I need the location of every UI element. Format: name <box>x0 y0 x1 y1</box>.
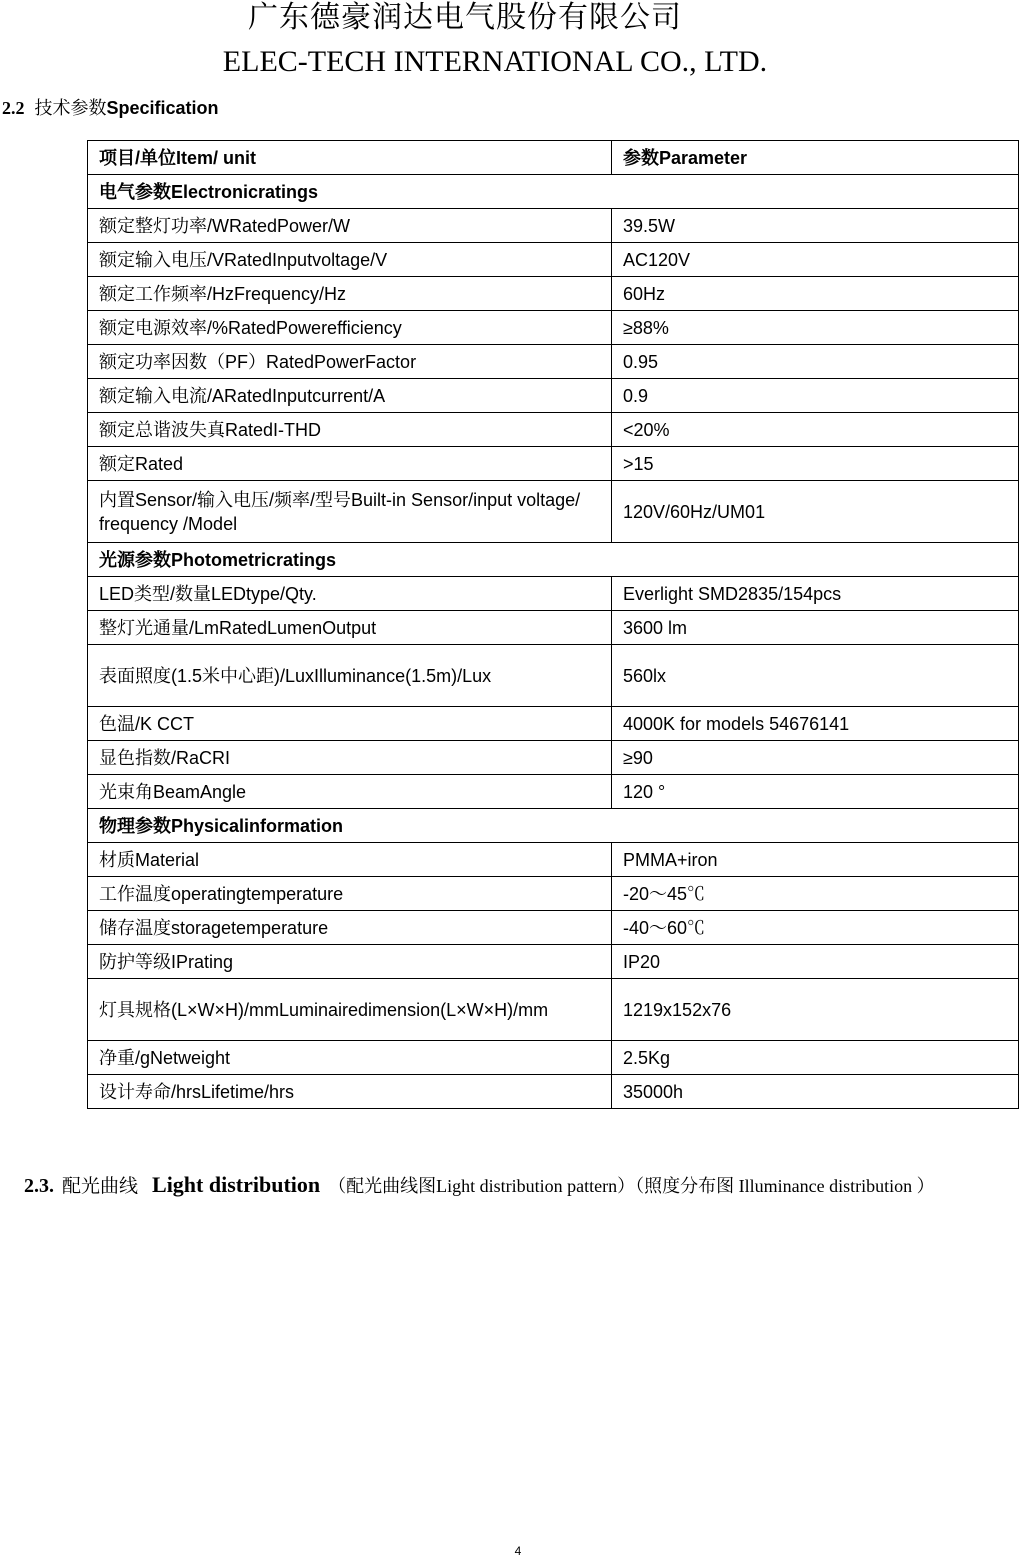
value-cell: 120 ° <box>612 775 1019 809</box>
table-row <box>88 1041 1019 1075</box>
section-heading-light-distribution <box>24 1168 1020 1203</box>
section-title-cn: 配光曲线 <box>62 1175 139 1197</box>
item-cell: LED类型/数量LEDtype/Qty. <box>88 577 612 611</box>
electrical-section-row <box>88 175 1019 209</box>
section-title-en: Light distribution <box>152 1172 321 1197</box>
item-cell: 额定电源效率/%RatedPowerefficiency <box>88 311 612 345</box>
table-row <box>88 645 1019 707</box>
value-cell: 39.5W <box>612 209 1019 243</box>
company-name-english: ELEC-TECH INTERNATIONAL CO., LTD. <box>222 45 768 78</box>
header-parameter-cell: 参数Parameter <box>612 141 1019 175</box>
value-cell: 2.5Kg <box>612 1041 1019 1075</box>
item-cell: 额定输入电流/ARatedInputcurrent/A <box>88 379 612 413</box>
item-cell: 设计寿命/hrsLifetime/hrs <box>88 1075 612 1109</box>
table-row <box>88 277 1019 311</box>
section-note: （配光曲线图Light distribution pattern）（照度分布图 Illuminance distribution ） <box>328 1176 935 1196</box>
table-row <box>88 481 1019 543</box>
table-header-row <box>88 141 1019 175</box>
value-cell: 120V/60Hz/UM01 <box>612 481 1019 543</box>
section-title-en: Specification <box>106 98 219 118</box>
table-row <box>88 707 1019 741</box>
photometric-section-row <box>88 543 1019 577</box>
value-cell: AC120V <box>612 243 1019 277</box>
item-cell: 光束角BeamAngle <box>88 775 612 809</box>
table-row <box>88 209 1019 243</box>
item-cell: 防护等级IPrating <box>88 945 612 979</box>
item-cell: 内置Sensor/输入电压/频率/型号Built-in Sensor/input voltage/ frequency /Model <box>88 481 612 543</box>
item-cell: 额定功率因数（PF）RatedPowerFactor <box>88 345 612 379</box>
table-row <box>88 945 1019 979</box>
section-heading-specification <box>2 93 219 124</box>
item-cell: 整灯光通量/LmRatedLumenOutput <box>88 611 612 645</box>
value-cell: ≥90 <box>612 741 1019 775</box>
table-row <box>88 447 1019 481</box>
table-row <box>88 379 1019 413</box>
table-row <box>88 413 1019 447</box>
value-cell: -40～60℃ <box>612 911 1019 945</box>
item-cell: 额定输入电压/VRatedInputvoltage/V <box>88 243 612 277</box>
specification-table <box>87 140 1019 1109</box>
item-cell: 显色指数/RaCRI <box>88 741 612 775</box>
value-cell: 3600 lm <box>612 611 1019 645</box>
electrical-section-title: 电气参数Electronicratings <box>88 175 1019 209</box>
company-name-chinese: 广东德豪润达电气股份有限公司 <box>248 0 682 35</box>
item-cell: 净重/gNetweight <box>88 1041 612 1075</box>
value-cell: 35000h <box>612 1075 1019 1109</box>
value-cell: IP20 <box>612 945 1019 979</box>
table-row <box>88 611 1019 645</box>
section-number: 2.2 <box>2 98 25 118</box>
item-cell: 额定工作频率/HzFrequency/Hz <box>88 277 612 311</box>
item-cell: 表面照度(1.5米中心距)/LuxIlluminance(1.5m)/Lux <box>88 645 612 707</box>
item-cell: 额定Rated <box>88 447 612 481</box>
value-cell: 0.95 <box>612 345 1019 379</box>
value-cell: >15 <box>612 447 1019 481</box>
physical-section-title: 物理参数Physicalinformation <box>88 809 1019 843</box>
item-cell: 工作温度operatingtemperature <box>88 877 612 911</box>
item-cell: 额定整灯功率/WRatedPower/W <box>88 209 612 243</box>
table-row <box>88 741 1019 775</box>
value-cell: 4000K for models 54676141 <box>612 707 1019 741</box>
table-row <box>88 345 1019 379</box>
item-cell: 色温/K CCT <box>88 707 612 741</box>
table-row <box>88 243 1019 277</box>
item-cell: 灯具规格(L×W×H)/mmLuminairedimension(L×W×H)/mm <box>88 979 612 1041</box>
item-cell: 材质Material <box>88 843 612 877</box>
value-cell: ≥88% <box>612 311 1019 345</box>
value-cell: Everlight SMD2835/154pcs <box>612 577 1019 611</box>
section-title-cn: 技术参数 <box>34 98 107 119</box>
value-cell: 560lx <box>612 645 1019 707</box>
table-row <box>88 775 1019 809</box>
table-row <box>88 577 1019 611</box>
table-row <box>88 843 1019 877</box>
page-number: 4 <box>514 1544 522 1558</box>
table-row <box>88 911 1019 945</box>
value-cell: PMMA+iron <box>612 843 1019 877</box>
table-row <box>88 979 1019 1041</box>
value-cell: 1219x152x76 <box>612 979 1019 1041</box>
item-cell: 储存温度storagetemperature <box>88 911 612 945</box>
item-cell: 额定总谐波失真RatedI-THD <box>88 413 612 447</box>
value-cell: 60Hz <box>612 277 1019 311</box>
section-number: 2.3. <box>24 1175 54 1197</box>
value-cell: <20% <box>612 413 1019 447</box>
physical-section-row <box>88 809 1019 843</box>
value-cell: -20～45℃ <box>612 877 1019 911</box>
table-row <box>88 311 1019 345</box>
table-row <box>88 1075 1019 1109</box>
header-item-cell: 项目/单位Item/ unit <box>88 141 612 175</box>
table-row <box>88 877 1019 911</box>
photometric-section-title: 光源参数Photometricratings <box>88 543 1019 577</box>
value-cell: 0.9 <box>612 379 1019 413</box>
